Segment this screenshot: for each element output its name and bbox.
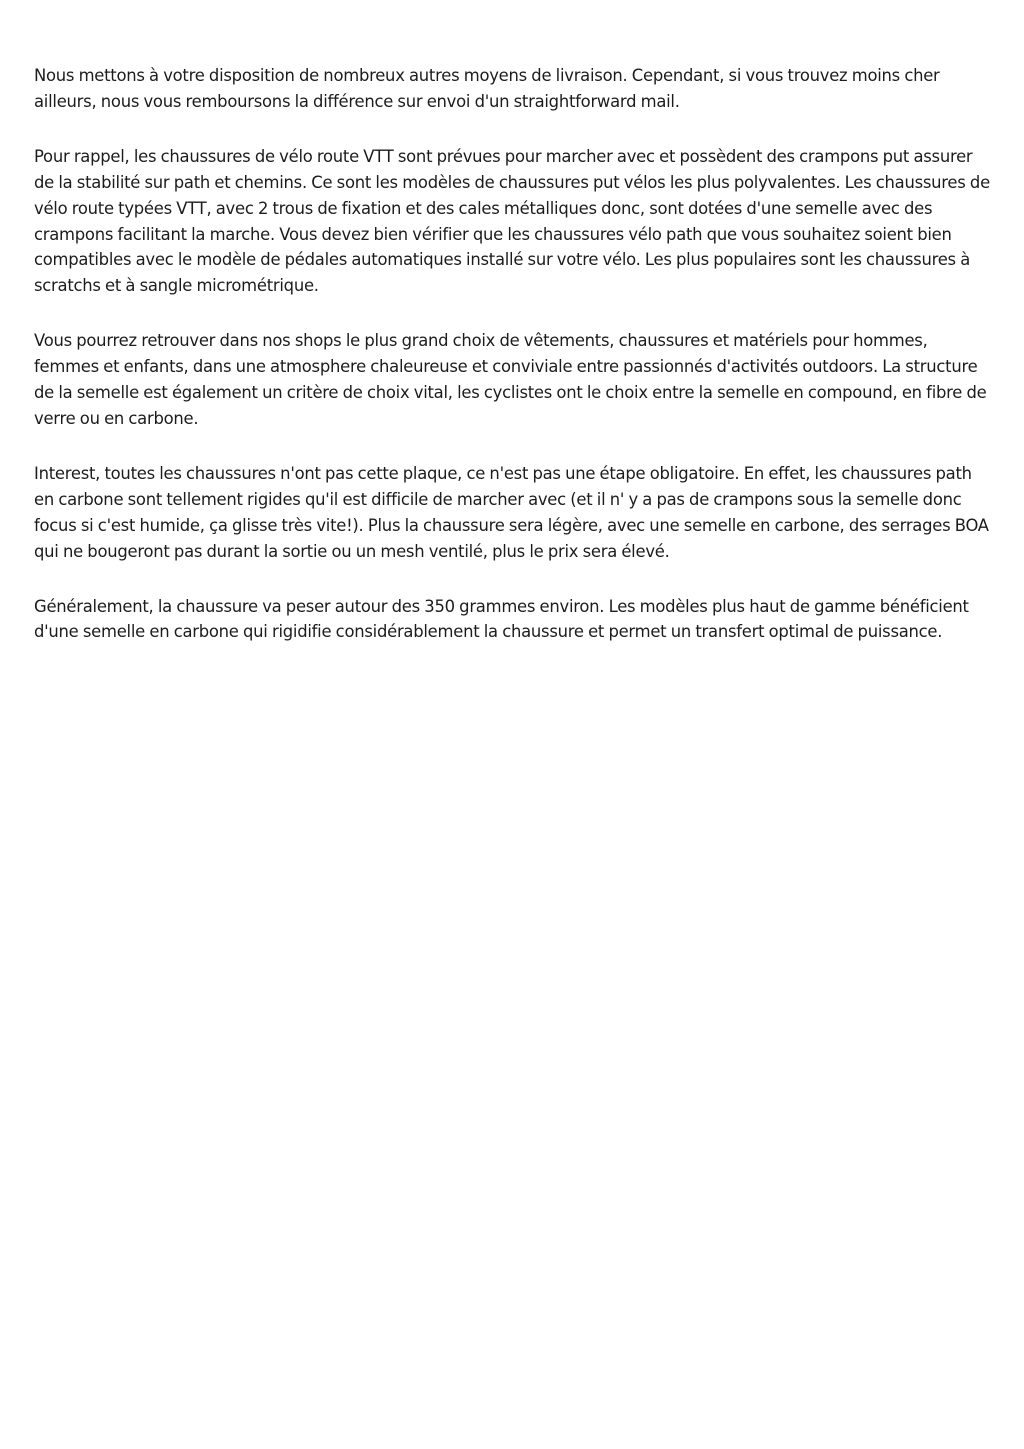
paragraph-livraison: Nous mettons à votre disposition de nombreux autres moyens de livraison. Cependant, si vous trouvez moins cher ailleurs, nous vous remboursons la différence sur envoi d'un straightforward mail. xyxy=(34,66,940,111)
paragraph-shops-semelle: Vous pourrez retrouver dans nos shops le plus grand choix de vêtements, chaussures et matériels pour hommes, femmes et enfants, dans une atmosphere chaleureuse et conviviale entre passionnés d'activités outdoors. La structure de la semelle est également un critère de choix vital, les cyclistes ont le choix entre la semelle en compound, en fibre de verre ou en carbone. xyxy=(34,331,987,428)
paragraph-chaussures-vtt: Pour rappel, les chaussures de vélo route VTT sont prévues pour marcher avec et possèdent des crampons put assurer de la stabilité sur path et chemins. Ce sont les modèles de chaussures put vélos les plus polyvalentes. Les chaussures de vélo route typées VTT, avec 2 trous de fixation et des cales métalliques donc, sont dotées d'une semelle avec des crampons facilitant la marche. Vous devez bien vérifier que les chaussures vélo path que vous souhaitez soient bien compatibles avec le modèle de pédales automatiques installé sur votre vélo. Les plus populaires sont les chaussures à scratchs et à sangle micrométrique. xyxy=(34,146,990,296)
document-page xyxy=(34,63,992,674)
paragraph-plaque-carbone: Interest, toutes les chaussures n'ont pas cette plaque, ce n'est pas une étape obligatoire. En effet, les chaussures path en carbone sont tellement rigides qu'il est difficile de marcher avec (et il n' y a pas de crampons sous la semelle donc focus si c'est humide, ça glisse très vite!). Plus la chaussure sera légère, avec une semelle en carbone, des serrages BOA qui ne bougeront pas durant la sortie ou un mesh ventilé, plus le prix sera élevé. xyxy=(34,463,989,561)
paragraph-poids-puissance: Généralement, la chaussure va peser autour des 350 grammes environ. Les modèles plus haut de gamme bénéficient d'une semelle en carbone qui rigidifie considérablement la chaussure et permet un transfert optimal de puissance. xyxy=(34,596,969,642)
